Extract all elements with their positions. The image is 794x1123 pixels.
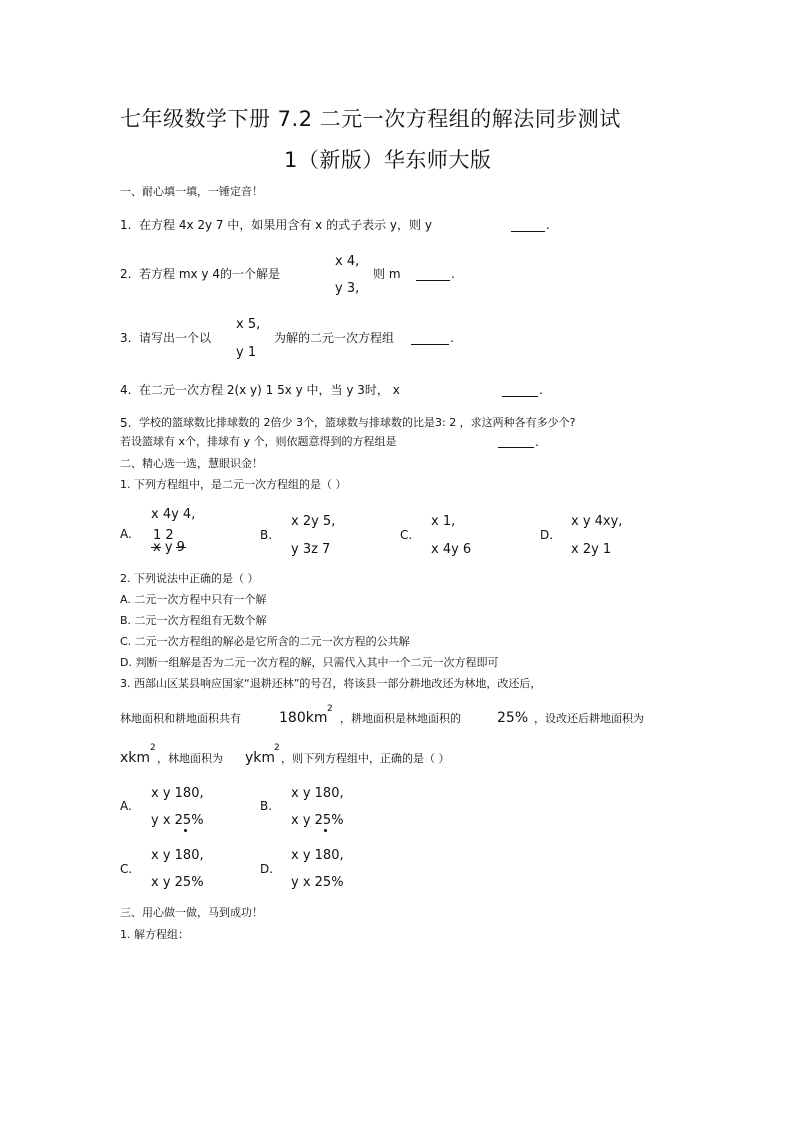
s2-q1-option-b-bottom: y 3z 7 <box>291 542 331 557</box>
s2-q3-option-b-top: x y 180, <box>291 786 344 801</box>
s2-q3-line2-text-e: ，设改还后耕地面积为 <box>534 712 644 725</box>
q3-period: . <box>450 331 454 345</box>
q3-text-post: 为解的二元一次方程组 <box>274 331 395 345</box>
q4-number: 4. <box>120 383 132 397</box>
s2-q3-option-b-dot <box>324 829 327 832</box>
q2-text: 若方程 mx y 4的一个解是 <box>139 267 280 281</box>
s2-q1-option-c-bottom: x 4y 6 <box>431 542 472 557</box>
s2-q1-option-a-bottom: x y 9 <box>153 540 185 555</box>
page-title-line2: 1（新版）华东师大版 <box>284 148 492 172</box>
s2-q3-option-d-bottom: y x 25% <box>291 875 344 890</box>
section2-heading: 二、精心选一选，慧眼识金！ <box>120 457 263 470</box>
s2-q1-option-c-top: x 1, <box>431 514 456 529</box>
s2-q3-line2-percent: 25% <box>497 710 529 726</box>
s2-q1-option-c-label[interactable]: C. <box>400 528 413 542</box>
s2-q3-line3-text-b: ，林地面积为 <box>157 752 223 765</box>
q3-number: 3. <box>120 331 132 345</box>
s2-q3-option-d-label[interactable]: D. <box>260 862 274 876</box>
s2-q1-option-a-label[interactable]: A. <box>120 527 132 541</box>
s2-q3-line3-sup2: 2 <box>274 743 280 753</box>
s2-q1-option-d-label[interactable]: D. <box>540 528 554 542</box>
s2-q3-line2-area: 180km <box>279 710 328 726</box>
q4-period: . <box>539 383 543 397</box>
s2-q3-line2-text-c: ，耕地面积是林地面积的 <box>340 712 461 725</box>
s2-q3-line3-x: xkm <box>120 750 151 766</box>
q5-period: . <box>535 435 539 449</box>
section1-heading: 一、耐心填一填，一锤定音！ <box>120 185 263 198</box>
q2-period: . <box>451 267 455 281</box>
s2-q3-line3-text-d: ，则下列方程组中，正确的是（ ） <box>281 752 450 765</box>
s2-q1-option-b-top: x 2y 5, <box>291 514 336 529</box>
q2-system-top: x 4, <box>335 254 360 269</box>
s2-q2-option-d[interactable]: D. 判断一组解是否为二元一次方程的解，只需代入其中一个二元一次方程即可 <box>120 656 499 669</box>
s2-q1-option-b-label[interactable]: B. <box>260 528 273 542</box>
q1-answer-blank[interactable] <box>511 231 545 232</box>
q2-text-post: 则 m <box>373 267 401 281</box>
q4-answer-blank[interactable] <box>502 396 538 397</box>
q5-number: 5. <box>120 416 132 430</box>
s2-q3-option-b-bottom: x y 25% <box>291 813 344 828</box>
s2-q2-option-a[interactable]: A. 二元一次方程中只有一个解 <box>120 593 267 606</box>
q5-text-line2: 若设篮球有 x个，排球有 y 个，则依题意得到的方程组是 <box>120 435 397 448</box>
s2-q3-line2-sup: 2 <box>327 704 333 714</box>
q3-answer-blank[interactable] <box>411 344 449 345</box>
q3-system-top: x 5, <box>236 317 261 332</box>
q3-system-bottom: y 1 <box>236 345 257 360</box>
s3-q1: 1. 解方程组： <box>120 928 189 941</box>
s2-q1-option-a-mid: 1 2 <box>153 528 174 543</box>
s2-q3-option-c-label[interactable]: C. <box>120 862 133 876</box>
s2-q1-stem: 1. 下列方程组中，是二元一次方程组的是（ ） <box>120 478 347 491</box>
q2-answer-blank[interactable] <box>416 280 450 281</box>
s2-q1-option-a-fraction-bar-2 <box>176 547 186 548</box>
s2-q3-line2-text-a: 林地面积和耕地面积共有 <box>120 712 241 725</box>
s2-q3-option-a-top: x y 180, <box>151 786 204 801</box>
q4-text: 在二元一次方程 2(x y) 1 5x y 中，当 y 3时， x <box>139 383 400 397</box>
q5-answer-blank[interactable] <box>498 447 534 448</box>
s2-q3-line1: 3. 西部山区某县响应国家“退耕还林”的号召，将该县一部分耕地改还为林地，改还后， <box>120 677 542 690</box>
q5-text-line1: 学校的篮球数比排球数的 2倍少 3个，篮球数与排球数的比是3: 2 ，求这两种各有多少个? <box>139 416 576 429</box>
s2-q3-option-d-top: x y 180, <box>291 848 344 863</box>
s2-q3-option-a-bottom: y x 25% <box>151 813 204 828</box>
page-title-line1: 七年级数学下册 7.2 二元一次方程组的解法同步测试 <box>120 107 621 131</box>
q1-period: . <box>546 218 550 232</box>
s2-q3-option-a-label[interactable]: A. <box>120 799 132 813</box>
s2-q1-option-a-fraction-bar-1 <box>151 547 161 548</box>
q1-number: 1. <box>120 218 132 232</box>
section3-heading: 三、用心做一做，马到成功！ <box>120 906 263 919</box>
s2-q3-line3-y: ykm <box>245 750 276 766</box>
s2-q2-stem: 2. 下列说法中正确的是（ ） <box>120 572 259 585</box>
q1-text: 在方程 4x 2y 7 中，如果用含有 x 的式子表示 y，则 y <box>139 218 432 232</box>
s2-q1-option-a-top: x 4y 4, <box>151 507 196 522</box>
q2-system-bottom: y 3, <box>335 281 360 296</box>
s2-q2-option-b[interactable]: B. 二元一次方程组有无数个解 <box>120 614 267 627</box>
s2-q3-line3-sup1: 2 <box>150 743 156 753</box>
s2-q3-option-c-bottom: x y 25% <box>151 875 204 890</box>
q3-text: 请写出一个以 <box>139 331 212 345</box>
s2-q3-option-a-dot <box>184 829 187 832</box>
s2-q1-option-d-bottom: x 2y 1 <box>571 542 612 557</box>
s2-q2-option-c[interactable]: C. 二元一次方程组的解必是它所含的二元一次方程的公共解 <box>120 635 410 648</box>
s2-q3-option-c-top: x y 180, <box>151 848 204 863</box>
s2-q1-option-d-top: x y 4xy, <box>571 514 623 529</box>
q2-number: 2. <box>120 267 132 281</box>
s2-q3-option-b-label[interactable]: B. <box>260 799 273 813</box>
